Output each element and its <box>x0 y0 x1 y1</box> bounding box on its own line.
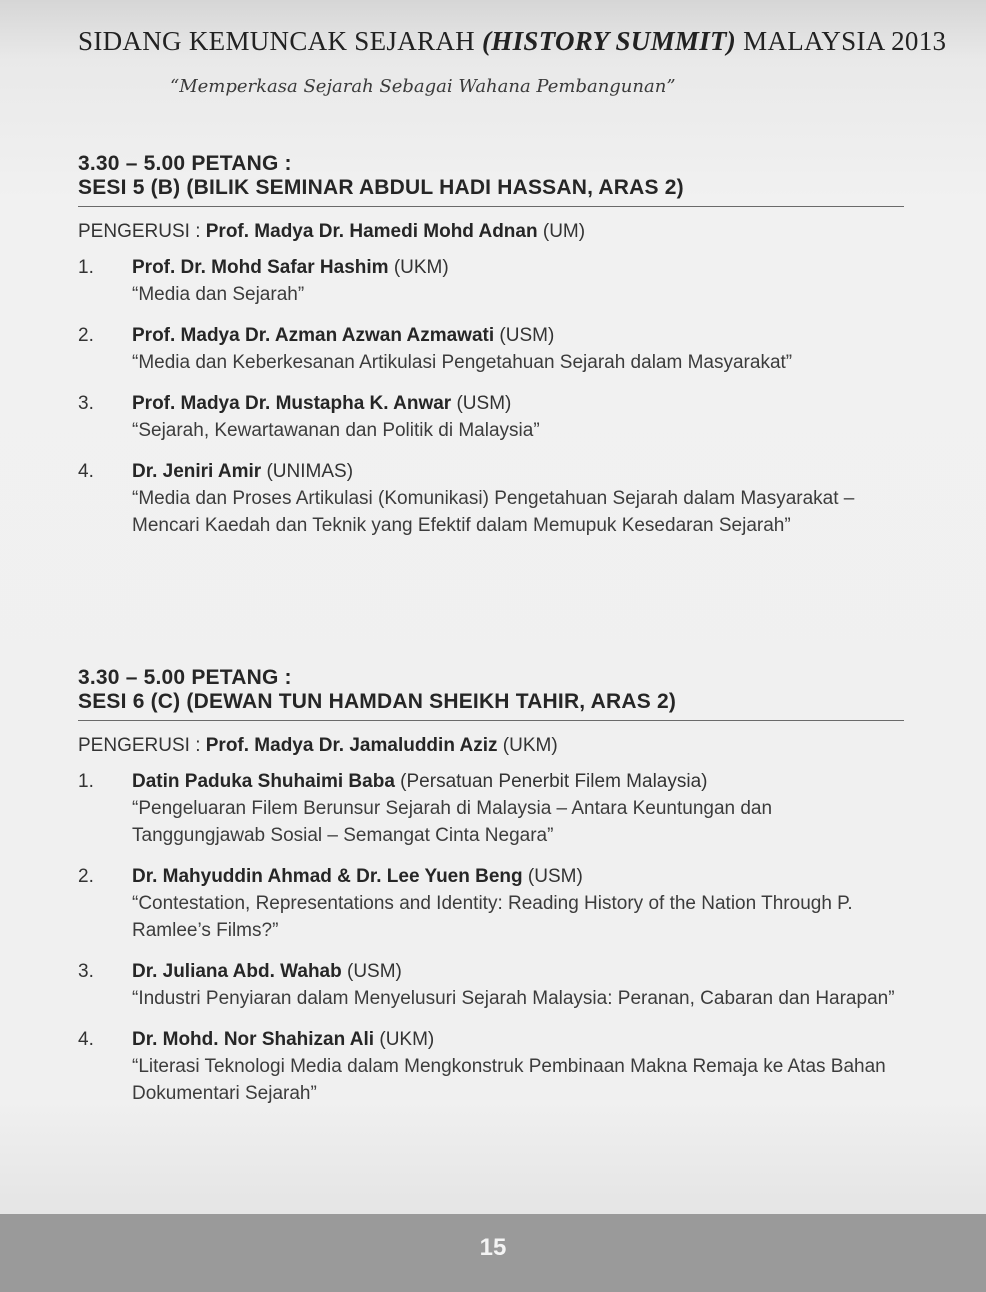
item-number: 4. <box>78 1029 94 1050</box>
session-chair <box>78 221 904 243</box>
speaker-affiliation: (USM) <box>494 325 555 346</box>
chair-affiliation: (UKM) <box>497 735 558 756</box>
item-number: 1. <box>78 257 94 278</box>
speaker <box>132 393 904 415</box>
speaker-affiliation: (Persatuan Penerbit Filem Malaysia) <box>394 771 708 792</box>
speaker <box>132 461 904 483</box>
paper-title: “Literasi Teknologi Media dalam Mengkonstruk Pembinaan Makna Remaja ke Atas Bahan Dokumentari Sejarah” <box>132 1056 886 1104</box>
session-time: 3.30 – 5.00 PETANG : <box>78 152 292 175</box>
title-emphasis: (HISTORY SUMMIT) <box>481 26 737 56</box>
chair-name: Prof. Madya Dr. Hamedi Mohd Adnan <box>205 221 538 242</box>
paper-title: “Industri Penyiaran dalam Menyelusuri Sejarah Malaysia: Peranan, Cabaran dan Harapan” <box>132 988 895 1009</box>
paper-title: “Pengeluaran Filem Berunsur Sejarah di Malaysia – Antara Keuntungan dan Tanggungjawab Sosial – Semangat Cinta Negara” <box>132 798 773 846</box>
title-suffix: MALAYSIA 2013 <box>736 26 947 56</box>
session-6c <box>78 666 904 1124</box>
session-name: SESI 6 (C) (DEWAN TUN HAMDAN SHEIKH TAHIR, ARAS 2) <box>78 690 677 713</box>
item-number: 3. <box>78 961 94 982</box>
session-divider <box>78 720 904 721</box>
speaker <box>132 961 904 983</box>
chair-name: Prof. Madya Dr. Jamaluddin Aziz <box>205 735 498 756</box>
speaker-affiliation: (UKM) <box>374 1029 435 1050</box>
paper-title: “Sejarah, Kewartawanan dan Politik di Malaysia” <box>132 420 540 441</box>
paper-title: “Media dan Keberkesanan Artikulasi Pengetahuan Sejarah dalam Masyarakat” <box>132 352 793 373</box>
speaker <box>132 257 904 279</box>
page-number: 15 <box>479 1234 507 1261</box>
session-time: 3.30 – 5.00 PETANG : <box>78 666 292 689</box>
speaker <box>132 1029 904 1051</box>
speaker-name: Dr. Juliana Abd. Wahab <box>132 961 342 982</box>
chair-label: PENGERUSI : <box>78 735 206 756</box>
speaker-affiliation: (USM) <box>451 393 512 414</box>
page-title <box>78 26 947 57</box>
list-item <box>78 771 904 849</box>
session-chair <box>78 735 904 757</box>
session-divider <box>78 206 904 207</box>
speaker-name: Datin Paduka Shuhaimi Baba <box>132 771 395 792</box>
session-name: SESI 5 (B) (BILIK SEMINAR ABDUL HADI HASSAN, ARAS 2) <box>78 176 684 199</box>
speaker-affiliation: (UNIMAS) <box>261 461 354 482</box>
paper-title: “Media dan Sejarah” <box>132 284 305 305</box>
list-item <box>78 866 904 944</box>
speaker-list <box>78 257 904 539</box>
speaker-name: Prof. Dr. Mohd Safar Hashim <box>132 257 389 278</box>
speaker <box>132 771 904 793</box>
list-item <box>78 393 904 444</box>
item-number: 4. <box>78 461 94 482</box>
speaker <box>132 866 904 888</box>
speaker-name: Dr. Mohd. Nor Shahizan Ali <box>132 1029 375 1050</box>
speaker <box>132 325 904 347</box>
item-number: 1. <box>78 771 94 792</box>
item-number: 2. <box>78 866 94 887</box>
item-number: 2. <box>78 325 94 346</box>
list-item <box>78 1029 904 1107</box>
session-5b <box>78 152 904 556</box>
chair-label: PENGERUSI : <box>78 221 206 242</box>
speaker-name: Dr. Mahyuddin Ahmad & Dr. Lee Yuen Beng <box>132 866 523 887</box>
tagline: “Memperkasa Sejarah Sebagai Wahana Pembangunan” <box>170 76 676 97</box>
list-item <box>78 325 904 376</box>
speaker-list <box>78 771 904 1107</box>
title-prefix: SIDANG KEMUNCAK SEJARAH <box>78 26 482 56</box>
speaker-name: Prof. Madya Dr. Azman Azwan Azmawati <box>132 325 495 346</box>
paper-title: “Media dan Proses Artikulasi (Komunikasi) Pengetahuan Sejarah dalam Masyarakat – Mencari Kaedah dan Teknik yang Efektif dalam Memupuk Kesedaran Sejarah” <box>132 488 855 536</box>
list-item <box>78 257 904 308</box>
speaker-affiliation: (UKM) <box>388 257 449 278</box>
chair-affiliation: (UM) <box>537 221 586 242</box>
speaker-affiliation: (USM) <box>522 866 583 887</box>
item-number: 3. <box>78 393 94 414</box>
speaker-affiliation: (USM) <box>341 961 402 982</box>
speaker-name: Prof. Madya Dr. Mustapha K. Anwar <box>132 393 452 414</box>
list-item <box>78 961 904 1012</box>
list-item <box>78 461 904 539</box>
paper-title: “Contestation, Representations and Identity: Reading History of the Nation Through P. Ramlee’s Films?” <box>132 893 853 941</box>
speaker-name: Dr. Jeniri Amir <box>132 461 262 482</box>
